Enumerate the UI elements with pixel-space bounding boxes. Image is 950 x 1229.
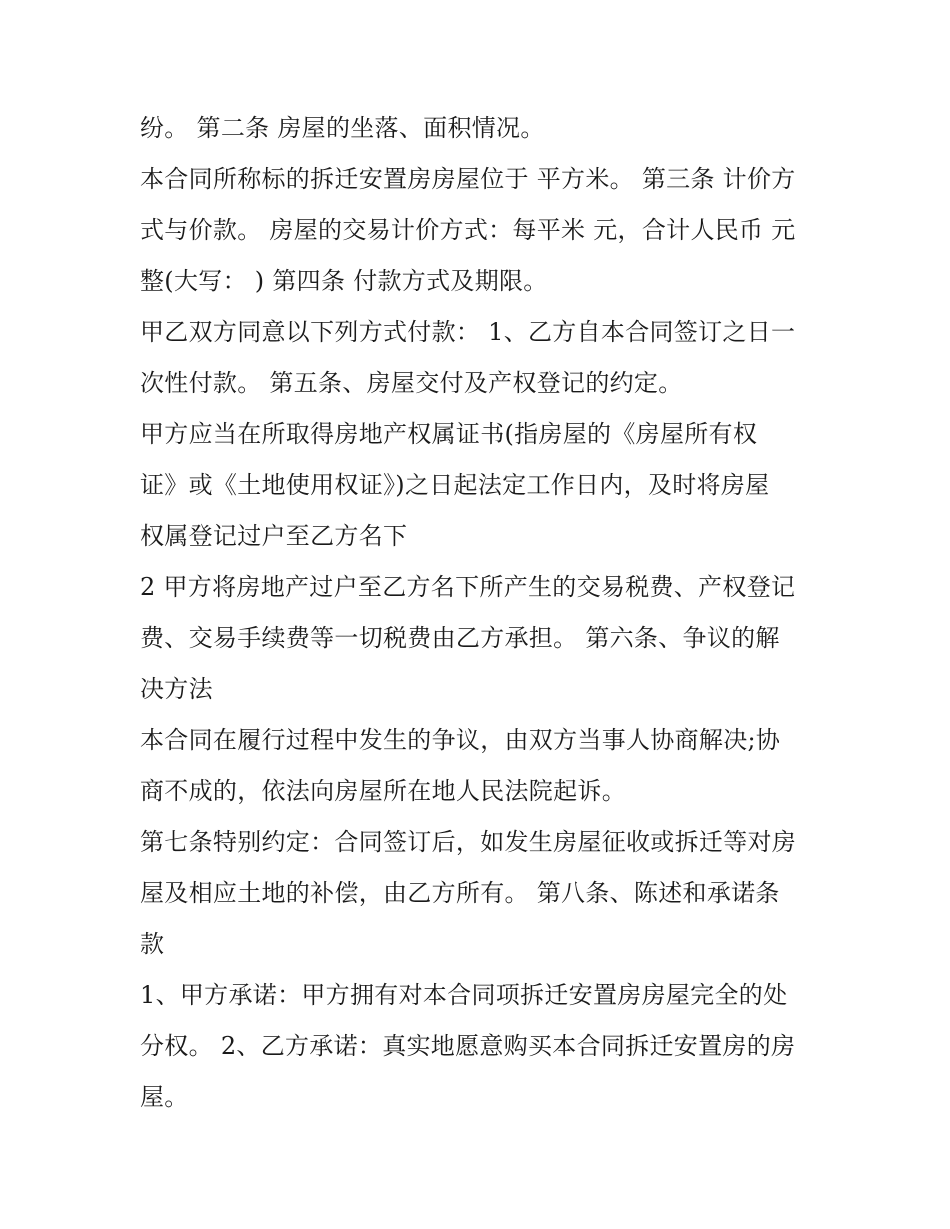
text-line-15: 第七条特别约定：合同签订后，如发生房屋征收或拆迁等对房: [140, 828, 797, 856]
text-line-17: 款: [140, 930, 165, 958]
text-line-5: 甲乙双方同意以下列方式付款： 1、乙方自本合同签订之日一: [140, 318, 796, 346]
text-line-8: 证》或《土地使用权证》)之日起法定工作日内，及时将房屋: [140, 471, 770, 499]
text-line-4: 整(大写： ) 第四条 付款方式及期限。: [140, 267, 548, 295]
text-line-13: 本合同在履行过程中发生的争议，由双方当事人协商解决;协: [140, 726, 781, 754]
text-line-16: 屋及相应土地的补偿，由乙方所有。 第八条、陈述和承诺条: [140, 879, 780, 907]
text-line-2: 本合同所称标的拆迁安置房房屋位于 平方米。 第三条 计价方: [140, 165, 796, 193]
text-line-19: 分权。 2、乙方承诺：真实地愿意购买本合同拆迁安置房的房: [140, 1032, 796, 1060]
text-line-14: 商不成的，依法向房屋所在地人民法院起诉。: [140, 777, 626, 805]
text-line-18: 1、甲方承诺：甲方拥有对本合同项拆迁安置房房屋完全的处: [140, 981, 788, 1009]
text-line-12: 决方法: [140, 675, 213, 703]
text-line-3: 式与价款。 房屋的交易计价方式：每平米 元，合计人民币 元: [140, 216, 796, 244]
text-line-11: 费、交易手续费等一切税费由乙方承担。 第六条、争议的解: [140, 624, 780, 652]
document-body: [140, 103, 820, 1123]
text-line-6: 次性付款。 第五条、房屋交付及产权登记的约定。: [140, 369, 683, 397]
text-line-9: 权属登记过户至乙方名下: [140, 522, 408, 550]
text-line-20: 屋。: [140, 1083, 189, 1111]
text-line-1: 纷。 第二条 房屋的坐落、面积情况。: [140, 114, 545, 142]
text-line-7: 甲方应当在所取得房地产权属证书(指房屋的《房屋所有权: [140, 420, 758, 448]
text-line-10: 2 甲方将房地产过户至乙方名下所产生的交易税费、产权登记: [140, 573, 796, 601]
